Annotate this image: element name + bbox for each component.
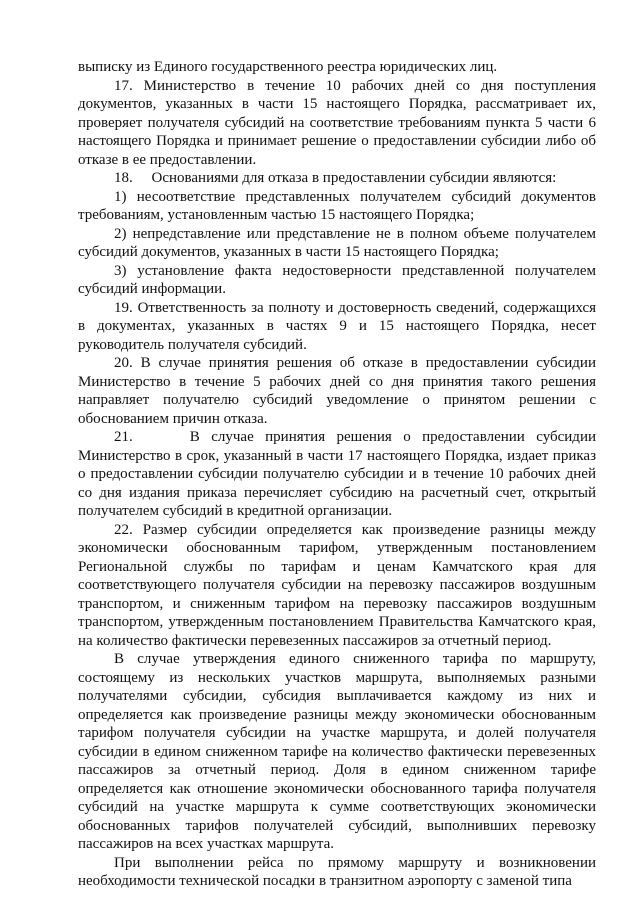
paragraph-18-item-2: 2) непредставление или представление не в полном объеме получателем субсидий документов, указанных в части 15 настоящего Порядка; <box>78 225 596 260</box>
paragraph-17: 17. Министерство в течение 10 рабочих дней со дня поступления документов, указанных в части 15 настоящего Порядка, рассматривает их, проверяет получателя субсидий на соответствие требованиям пункта 5 части 6 настоящего Порядка и принимает решение о предоставлении субсидии либо об отказе в ее предоставлении. <box>78 77 596 168</box>
paragraph-22: 22. Размер субсидии определяется как произведение разницы между экономически обоснованным тарифом, утвержденным постановлением Региональной службы по тарифам и ценам Камчатского края для соответствующего получателя субсидии на перевозку пассажиров воздушным транспортом, и сниженным тарифом на перевозку пассажиров воздушным транспортом, утвержденным постановлением Правительства Камчатского края, на количество фактически перевезенных пассажиров за отчетный период. <box>78 521 596 649</box>
paragraph-18-item-3: 3) установление факта недостоверности представленной получателем субсидий информации. <box>78 262 596 297</box>
paragraph-20: 20. В случае принятия решения об отказе в предоставлении субсидии Министерство в течение 5 рабочих дней со дня принятия такого решения направляет получателю субсидий уведомление о принятом решении с обоснованием причин отказа. <box>78 355 596 427</box>
paragraph-continuation: выписку из Единого государственного реестра юридических лиц. <box>78 59 498 75</box>
document-page <box>78 58 600 891</box>
paragraph-18-item-1: 1) несоответствие представленных получателем субсидий документов требованиям, установленным частью 15 настоящего Порядка; <box>78 188 596 223</box>
paragraph-18: 18. Основаниями для отказа в предоставлении субсидии являются: <box>114 170 557 186</box>
paragraph-21: 21. В случае принятия решения о предоставлении субсидии Министерство в срок, указанный в части 17 настоящего Порядка, издает приказ о предоставлении субсидии получателю субсидии и в течение 10 рабочих дней со дня издания приказа перечисляет субсидию на расчетный счет, открытый получателем субсидий в кредитной организации. <box>78 429 600 519</box>
paragraph-22-direct-route: При выполнении рейса по прямому маршруту и возникновении необходимости технической посадки в транзитном аэропорту с заменой типа <box>78 854 596 889</box>
paragraph-19: 19. Ответственность за полноту и достоверность сведений, содержащихся в документах, указанных в частях 9 и 15 настоящего Порядка, несет руководитель получателя субсидий. <box>78 299 596 353</box>
paragraph-22-single-tariff: В случае утверждения единого сниженного тарифа по маршруту, состоящему из нескольких участков маршрута, выполняемых разными получателями субсидии, субсидия выплачивается каждому из них и определяется как произведение разницы между экономически обоснованным тарифом получателя субсидии на участке маршрута, и долей получателя субсидии в едином сниженном тарифе на количество фактически перевезенных пассажиров за отчетный период. Доля в едином сниженном тарифе определяется как отношение экономически обоснованного тарифа получателя субсидий на участке маршрута к сумме соответствующих экономически обоснованных тарифов получателей субсидий, выполнивших перевозку пассажиров на всех участках маршрута. <box>78 651 596 852</box>
